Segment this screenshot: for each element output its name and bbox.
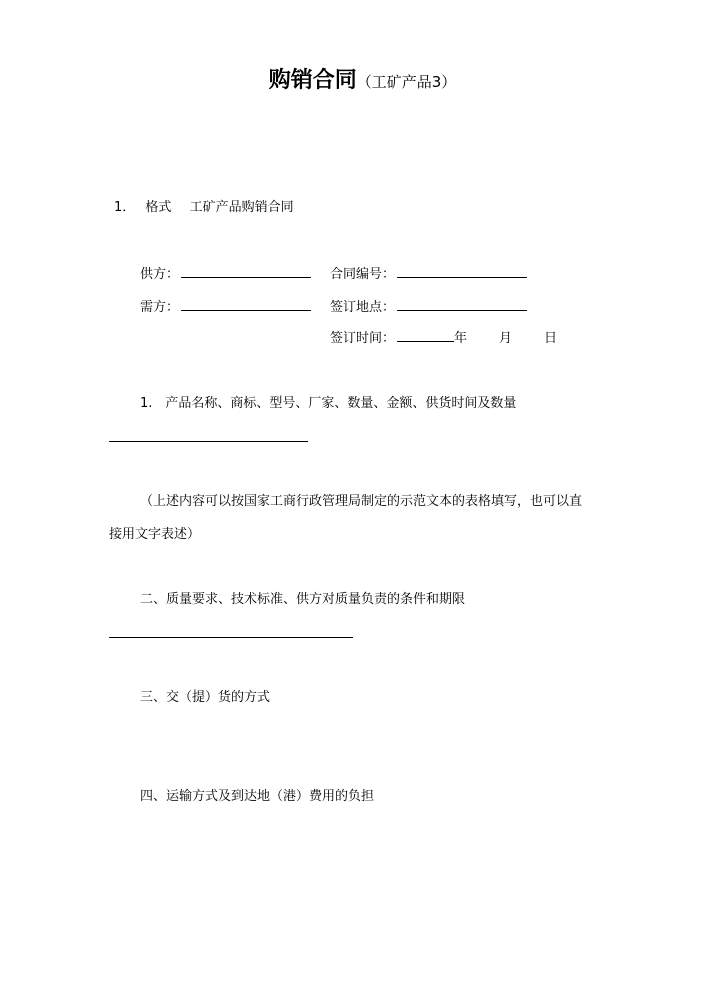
clause-3: 三、交（提）货的方式	[140, 690, 271, 705]
title-subtitle: （工矿产品3）	[356, 73, 457, 91]
contract-no-label: 合同编号：	[330, 267, 396, 282]
contract-no-blank[interactable]	[397, 265, 527, 278]
supplier-label: 供方：	[140, 267, 180, 282]
sign-year-blank[interactable]	[397, 329, 454, 342]
format-line	[114, 200, 294, 216]
sign-place-field	[330, 298, 527, 316]
sign-time-field	[330, 329, 557, 347]
format-label: 格式	[145, 200, 172, 215]
supplier-field	[140, 265, 311, 283]
buyer-field	[140, 298, 311, 316]
format-number: 1．	[114, 200, 136, 215]
sign-place-label: 签订地点：	[330, 300, 396, 315]
format-value: 工矿产品购销合同	[189, 200, 294, 215]
note-line-2: 接用文字表述）	[109, 527, 201, 542]
clause-4: 四、运输方式及到达地（港）费用的负担	[140, 789, 375, 804]
month-label: 月	[499, 331, 513, 346]
supplier-blank[interactable]	[181, 265, 311, 278]
year-label: 年	[454, 331, 468, 346]
title-main: 购销合同	[268, 68, 357, 93]
clause-2: 二、质量要求、技术标准、供方对质量负责的条件和期限	[140, 592, 466, 607]
buyer-label: 需方：	[140, 300, 180, 315]
clause-2-fill-line[interactable]	[109, 637, 353, 638]
day-label: 日	[544, 331, 558, 346]
sign-time-label: 签订时间：	[330, 331, 396, 346]
buyer-blank[interactable]	[181, 298, 311, 311]
clause-1: 1. 产品名称、商标、型号、厂家、数量、金额、供货时间及数量	[140, 396, 517, 411]
document-title	[0, 66, 725, 97]
clause-1-fill-line[interactable]	[109, 441, 308, 442]
sign-place-blank[interactable]	[397, 298, 527, 311]
note-line-1: （上述内容可以按国家工商行政管理局制定的示范文本的表格填写，也可以直	[140, 494, 583, 509]
contract-no-field	[330, 265, 527, 283]
